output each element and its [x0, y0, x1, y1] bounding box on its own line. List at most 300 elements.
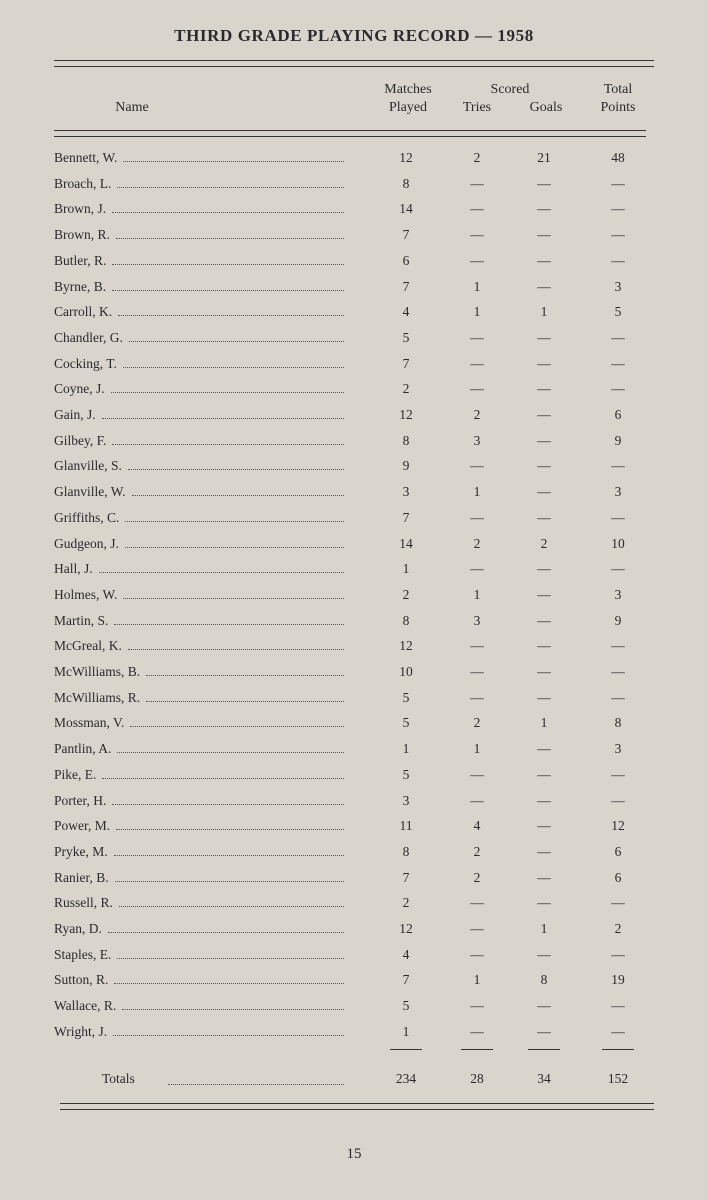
table-row: [0, 407, 708, 433]
table-row: [0, 510, 708, 536]
total-points: 3: [614, 278, 622, 294]
goals: —: [537, 407, 551, 422]
player-name-text: Ryan, D.: [54, 921, 102, 936]
page-number: 15: [346, 1146, 362, 1162]
header-goals: Goals: [529, 100, 563, 115]
tries: 2: [473, 150, 481, 165]
bottom-rule-1: [60, 1103, 654, 1104]
table-row: [0, 638, 708, 664]
dot-leader: [102, 408, 344, 419]
player-name-text: Hall, J.: [54, 561, 93, 577]
header-matches: [366, 81, 450, 117]
player-name: [54, 458, 344, 474]
total-points: —: [611, 946, 625, 962]
player-name: [54, 381, 344, 397]
player-name-text: Brown, J.: [54, 201, 107, 217]
player-name: [54, 741, 344, 757]
goals: —: [537, 818, 551, 834]
total-points: —: [611, 329, 625, 345]
goals: —: [537, 458, 551, 474]
matches-played: 8: [402, 432, 410, 448]
total-points: 48: [611, 150, 625, 165]
matches-played: 10: [399, 664, 413, 679]
matches-played: 7: [402, 972, 410, 988]
player-name: [54, 895, 344, 911]
player-name-text: Pantlin, A.: [54, 741, 112, 757]
total-points: —: [611, 509, 625, 525]
dot-leader: [116, 228, 344, 239]
totals-leader: [168, 1076, 344, 1085]
tries: 1: [473, 741, 481, 757]
bottom-rule-2: [60, 1109, 654, 1110]
player-name-text: Gain, J.: [54, 407, 96, 422]
tries: 2: [473, 843, 481, 859]
dot-leader: [114, 614, 344, 625]
goals: —: [537, 586, 551, 602]
player-name-text: Power, M.: [54, 818, 111, 834]
total-points: 5: [614, 304, 622, 320]
player-name: [54, 510, 344, 526]
tries: —: [470, 638, 484, 654]
tries: 2: [473, 407, 481, 422]
player-name-text: Glanville, S.: [54, 458, 122, 474]
header-matches-line2: Played: [388, 100, 428, 115]
tries: 3: [473, 612, 481, 628]
tries: —: [470, 895, 484, 911]
player-name: [54, 870, 344, 886]
matches-played: 5: [402, 329, 410, 345]
player-name: [54, 844, 344, 860]
totals-points: 152: [607, 1071, 629, 1086]
dot-leader: [112, 280, 344, 291]
player-name: [54, 638, 344, 654]
player-name-text: Staples, E.: [54, 946, 112, 962]
player-name: [54, 1024, 344, 1040]
goals: —: [537, 638, 551, 654]
total-points: —: [611, 561, 625, 577]
player-name-text: McWilliams, R.: [54, 689, 141, 705]
dot-leader: [112, 794, 344, 805]
header-tries: Tries: [462, 100, 492, 115]
matches-played: 3: [402, 792, 410, 808]
tries: 4: [473, 818, 481, 834]
player-name: [54, 227, 344, 243]
matches-played: 5: [402, 766, 410, 782]
goals: —: [537, 766, 551, 782]
total-points: —: [611, 227, 625, 243]
player-name: [54, 176, 344, 192]
dot-leader: [146, 691, 344, 702]
matches-played: 8: [402, 843, 410, 859]
player-name: [54, 690, 344, 706]
goals: —: [537, 381, 551, 397]
matches-played: 5: [402, 689, 410, 705]
goals: —: [537, 484, 551, 500]
goals: —: [537, 869, 551, 885]
total-points: —: [611, 689, 625, 705]
header-total-line2: Points: [600, 100, 636, 115]
table-row: [0, 484, 708, 510]
total-points: 2: [614, 921, 622, 936]
table-row: [0, 972, 708, 998]
table-row: [0, 767, 708, 793]
table-row: [0, 664, 708, 690]
table-row: [0, 818, 708, 844]
goals: —: [537, 612, 551, 628]
player-name: [54, 767, 344, 783]
goals: —: [537, 946, 551, 962]
total-points: —: [611, 175, 625, 191]
table-row: [0, 433, 708, 459]
dot-leader: [125, 511, 344, 522]
goals: —: [537, 329, 551, 345]
tries: —: [470, 252, 484, 268]
tries: —: [470, 355, 484, 371]
matches-played: 12: [399, 407, 413, 422]
page-title: THIRD GRADE PLAYING RECORD — 1958: [174, 26, 534, 45]
total-points: 6: [614, 407, 622, 422]
table-row: [0, 613, 708, 639]
goals: —: [537, 895, 551, 911]
player-name: [54, 587, 344, 603]
total-points: —: [611, 1023, 625, 1039]
player-name-text: Coyne, J.: [54, 381, 105, 397]
matches-played: 2: [402, 381, 410, 397]
dot-leader: [125, 537, 344, 548]
goals: —: [537, 432, 551, 448]
player-name-text: Holmes, W.: [54, 586, 118, 602]
sum-line-tries: [461, 1049, 493, 1050]
player-name-text: McGreal, K.: [54, 638, 122, 654]
player-name: [54, 921, 344, 937]
player-name: [54, 304, 344, 320]
tries: —: [470, 664, 484, 679]
matches-played: 14: [399, 201, 413, 217]
totals-tries: 28: [470, 1071, 484, 1086]
total-points: —: [611, 201, 625, 217]
table-row: [0, 227, 708, 253]
player-name-text: Byrne, B.: [54, 278, 107, 294]
top-rule-1: [54, 60, 654, 61]
matches-played: 9: [402, 458, 410, 474]
player-name-text: Martin, S.: [54, 612, 109, 628]
tries: 2: [473, 869, 481, 885]
table-row: [0, 536, 708, 562]
tries: —: [470, 329, 484, 345]
player-name-text: McWilliams, B.: [54, 664, 141, 679]
tries: 1: [473, 278, 481, 294]
table-row: [0, 1024, 708, 1050]
table-row: [0, 176, 708, 202]
goals: 1: [540, 715, 548, 731]
player-name: [54, 330, 344, 346]
player-name-text: Carroll, K.: [54, 304, 113, 320]
total-points: —: [611, 766, 625, 782]
table-row: [0, 844, 708, 870]
goals: 2: [540, 535, 548, 551]
total-points: —: [611, 381, 625, 397]
player-name-text: Wright, J.: [54, 1023, 108, 1039]
goals: 1: [540, 921, 548, 936]
goals: —: [537, 175, 551, 191]
goals: —: [537, 792, 551, 808]
tries: 2: [473, 535, 481, 551]
dot-leader: [123, 588, 344, 599]
player-name: [54, 433, 344, 449]
dot-leader: [114, 973, 344, 984]
tries: —: [470, 766, 484, 782]
dot-leader: [146, 665, 344, 676]
total-points: —: [611, 792, 625, 808]
matches-played: 8: [402, 175, 410, 191]
player-name-text: Sutton, R.: [54, 972, 109, 988]
dot-leader: [117, 948, 344, 959]
player-name: [54, 536, 344, 552]
player-name: [54, 793, 344, 809]
dot-leader: [108, 922, 344, 933]
dot-leader: [113, 1025, 344, 1036]
total-points: 9: [614, 612, 622, 628]
total-points: 9: [614, 432, 622, 448]
total-points: —: [611, 638, 625, 654]
matches-played: 14: [399, 535, 413, 551]
header-total: [582, 81, 654, 117]
player-name: [54, 150, 344, 166]
matches-played: 4: [402, 304, 410, 320]
table-row: [0, 458, 708, 484]
table-row: [0, 741, 708, 767]
table-row: [0, 715, 708, 741]
player-name: [54, 356, 344, 372]
goals: —: [537, 664, 551, 679]
player-name-text: Brown, R.: [54, 227, 110, 243]
matches-played: 7: [402, 355, 410, 371]
total-points: 6: [614, 869, 622, 885]
matches-played: 8: [402, 612, 410, 628]
total-points: 3: [614, 484, 622, 500]
tries: —: [470, 792, 484, 808]
dot-leader: [129, 331, 344, 342]
goals: —: [537, 355, 551, 371]
goals: 8: [540, 972, 548, 988]
tries: —: [470, 946, 484, 962]
player-name-text: Pike, E.: [54, 766, 97, 782]
dot-leader: [115, 871, 344, 882]
total-points: 12: [611, 818, 625, 834]
matches-played: 6: [402, 252, 410, 268]
player-name: [54, 998, 344, 1014]
player-name-text: Russell, R.: [54, 895, 113, 911]
table-row: [0, 895, 708, 921]
goals: —: [537, 201, 551, 217]
dot-leader: [112, 202, 344, 213]
dot-leader: [128, 459, 344, 470]
player-name: [54, 818, 344, 834]
dot-leader: [119, 896, 344, 907]
matches-played: 12: [399, 921, 413, 936]
table-row: [0, 998, 708, 1024]
table-row: [0, 587, 708, 613]
player-name: [54, 613, 344, 629]
total-points: 10: [611, 535, 625, 551]
dot-leader: [116, 819, 344, 830]
player-name: [54, 201, 344, 217]
total-points: 3: [614, 741, 622, 757]
goals: —: [537, 843, 551, 859]
dot-leader: [102, 768, 344, 779]
player-name: [54, 972, 344, 988]
matches-played: 12: [399, 150, 413, 165]
player-name: [54, 407, 344, 423]
table-row: [0, 870, 708, 896]
total-points: 6: [614, 843, 622, 859]
header-rule-2: [54, 136, 646, 137]
tries: —: [470, 561, 484, 577]
goals: —: [537, 998, 551, 1014]
dot-leader: [111, 382, 344, 393]
table-row: [0, 304, 708, 330]
player-name-text: Ranier, B.: [54, 869, 109, 885]
table-row: [0, 201, 708, 227]
matches-played: 1: [402, 741, 410, 757]
goals: —: [537, 227, 551, 243]
header-matches-line1: Matches: [384, 82, 432, 97]
dot-leader: [123, 151, 344, 162]
matches-played: 4: [402, 946, 410, 962]
totals-goals: 34: [537, 1071, 551, 1086]
table-row: [0, 947, 708, 973]
matches-played: 2: [402, 586, 410, 602]
header-total-line1: Total: [603, 82, 633, 97]
table-row: [0, 921, 708, 947]
matches-played: 7: [402, 509, 410, 525]
total-points: —: [611, 998, 625, 1014]
header-rule-1: [54, 130, 646, 131]
player-name: [54, 664, 344, 680]
tries: 1: [473, 304, 481, 320]
table-row: [0, 279, 708, 305]
sum-line-played: [390, 1049, 422, 1050]
table-row: [0, 690, 708, 716]
tries: —: [470, 381, 484, 397]
tries: 1: [473, 972, 481, 988]
player-name-text: Gilbey, F.: [54, 432, 107, 448]
matches-played: 5: [402, 715, 410, 731]
total-points: —: [611, 664, 625, 679]
player-name-text: Broach, L.: [54, 175, 112, 191]
dot-leader: [99, 562, 344, 573]
header-name: Name: [115, 100, 149, 115]
tries: 1: [473, 484, 481, 500]
top-rule-2: [54, 66, 654, 67]
player-name-text: Wallace, R.: [54, 998, 117, 1014]
tries: —: [470, 1023, 484, 1039]
player-name-text: Mossman, V.: [54, 715, 125, 731]
total-points: —: [611, 252, 625, 268]
goals: —: [537, 278, 551, 294]
dot-leader: [123, 357, 344, 368]
player-name-text: Griffiths, C.: [54, 509, 120, 525]
totals-played: 234: [395, 1071, 417, 1086]
matches-played: 12: [399, 638, 413, 654]
dot-leader: [114, 845, 344, 856]
sum-line-goals: [528, 1049, 560, 1050]
matches-played: 1: [402, 1023, 410, 1039]
matches-played: 5: [402, 998, 410, 1014]
matches-played: 7: [402, 227, 410, 243]
header-scored: Scored: [490, 82, 530, 97]
goals: —: [537, 689, 551, 705]
total-points: 8: [614, 715, 622, 731]
dot-leader: [112, 254, 344, 265]
player-name: [54, 279, 344, 295]
tries: 1: [473, 586, 481, 602]
dot-leader: [132, 485, 344, 496]
player-name-text: Cocking, T.: [54, 355, 117, 371]
total-points: —: [611, 895, 625, 911]
tries: —: [470, 175, 484, 191]
table-row: [0, 561, 708, 587]
matches-played: 1: [402, 561, 410, 577]
player-name-text: Porter, H.: [54, 792, 107, 808]
table-row: [0, 381, 708, 407]
player-name: [54, 253, 344, 269]
totals-label: Totals: [102, 1071, 135, 1086]
dot-leader: [130, 716, 344, 727]
player-name: [54, 484, 344, 500]
table-row: [0, 356, 708, 382]
dot-leader: [128, 639, 344, 650]
tries: 2: [473, 715, 481, 731]
goals: —: [537, 252, 551, 268]
table-row: [0, 330, 708, 356]
matches-played: 2: [402, 895, 410, 911]
player-name-text: Chandler, G.: [54, 329, 123, 345]
matches-played: 7: [402, 869, 410, 885]
tries: —: [470, 458, 484, 474]
total-points: —: [611, 355, 625, 371]
player-name-text: Butler, R.: [54, 252, 107, 268]
dot-leader: [117, 177, 344, 188]
tries: —: [470, 509, 484, 525]
goals: —: [537, 509, 551, 525]
sum-line-points: [602, 1049, 634, 1050]
player-name-text: Gudgeon, J.: [54, 535, 119, 551]
goals: —: [537, 1023, 551, 1039]
table-row: [0, 253, 708, 279]
tries: —: [470, 689, 484, 705]
matches-played: 7: [402, 278, 410, 294]
tries: —: [470, 227, 484, 243]
tries: 3: [473, 432, 481, 448]
player-name-text: Pryke, M.: [54, 843, 108, 859]
dot-leader: [118, 305, 344, 316]
table-row: [0, 793, 708, 819]
player-name: [54, 715, 344, 731]
goals: 21: [537, 150, 551, 165]
goals: 1: [540, 304, 548, 320]
player-name-text: Bennett, W.: [54, 150, 118, 165]
dot-leader: [122, 999, 344, 1010]
goals: —: [537, 741, 551, 757]
total-points: 19: [611, 972, 625, 988]
dot-leader: [112, 434, 344, 445]
player-name: [54, 561, 344, 577]
goals: —: [537, 561, 551, 577]
tries: —: [470, 998, 484, 1014]
player-name-text: Glanville, W.: [54, 484, 126, 500]
dot-leader: [117, 742, 344, 753]
